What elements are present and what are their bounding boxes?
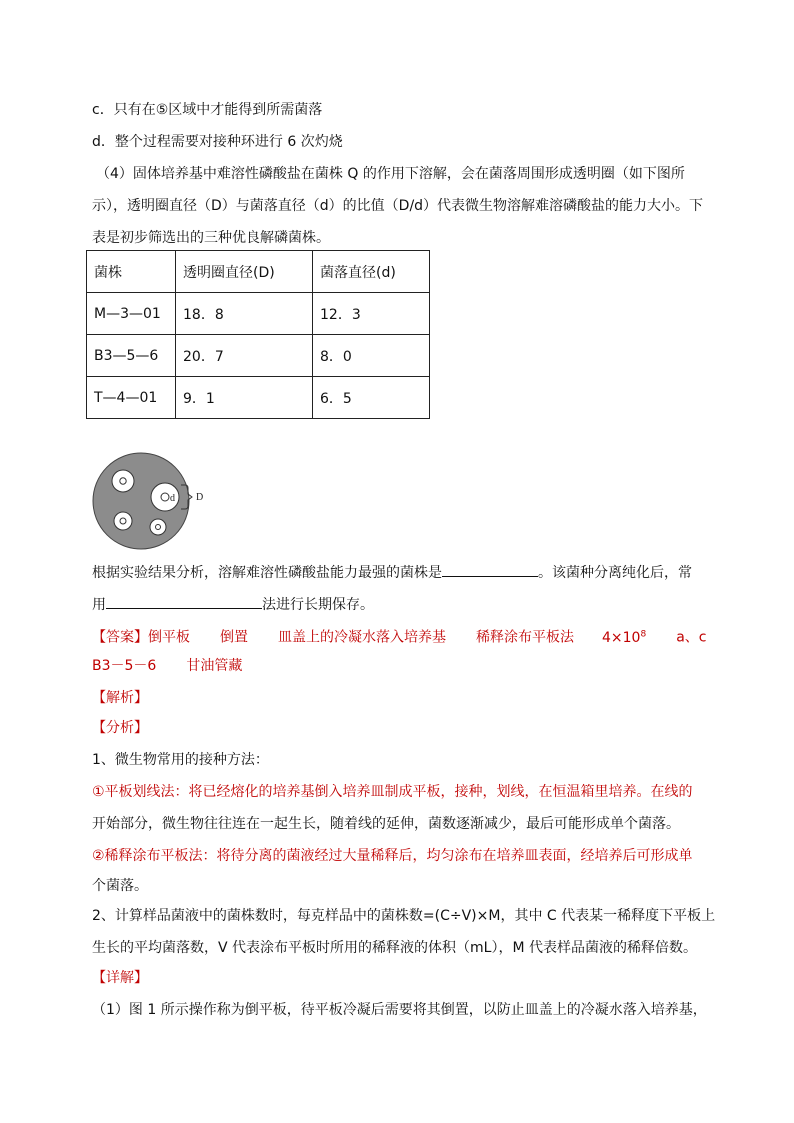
ask-text: 根据实验结果分析，溶解难溶性磷酸盐能力最强的菌株是 [92,565,442,581]
label-d: d [170,493,175,504]
answer-blank [442,562,538,577]
answer-line-1 [92,624,706,648]
table-cell: M—3—01 [87,293,176,335]
colony [120,478,126,484]
answer-item: $4\times 10^8$ [602,629,647,646]
table-cell: B3—5—6 [87,335,176,377]
petri-dish-figure [88,450,228,560]
table-row [87,293,430,335]
ask-text: 用 [92,597,106,613]
table-row [87,377,430,419]
analysis-para-2a: ①平板划线法：将已经熔化的培养基倒入培养皿制成平板，接种，划线，在恒温箱里培养。在线的 [92,784,693,800]
table-header-row [87,251,430,293]
ask-text: 。该菌种分离纯化后，常 [538,565,692,581]
question-ask-line-1 [92,562,692,583]
question-4-line-2: 示），透明圈直径（D）与菌落直径（d）的比值（D/d）代表微生物溶解难溶磷酸盐的能力大小。下 [92,198,704,214]
analysis-para-2b: 开始部分，微生物往往连在一起生长，随着线的延伸，菌数逐渐减少，最后可能形成单个菌落。 [92,816,680,832]
table-cell: 12．3 [313,293,430,335]
ask-text: 法进行长期保存。 [262,597,374,613]
question-4-line-1: （4）固体培养基中难溶性磷酸盐在菌株 Q 的作用下溶解，会在菌落周围形成透明圈（如下图所 [96,166,685,182]
answer-item: a、c [676,629,707,646]
answer-item: 皿盖上的冷凝水落入培养基 [278,629,446,646]
colony [161,493,169,501]
answer-item: B3－5－6 [92,658,157,674]
table-header-cell: 透明圈直径(D) [176,251,313,293]
option-d: d．整个过程需要对接种环进行 6 次灼烧 [92,134,343,150]
analysis-para-1: 1、微生物常用的接种方法： [92,752,269,768]
analysis-para-3a: ②稀释涂布平板法：将待分离的菌液经过大量稀释后，均匀涂布在培养皿表面，经培养后可形成单 [92,848,693,864]
table-row [87,335,430,377]
table-header-cell: 菌落直径(d) [313,251,430,293]
question-4-line-3: 表是初步筛选出的三种优良解磷菌株。 [92,230,330,246]
table-cell: 6．5 [313,377,430,419]
fenxi-heading: 【分析】 [92,720,148,736]
table-cell: 8．0 [313,335,430,377]
analysis-para-4b: 生长的平均菌落数，V 代表涂布平板时所用的稀释液的体积（mL），M 代表样品菌液的稀释倍数。 [92,940,697,956]
answer-item: 甘油管藏 [186,658,243,674]
strain-table [86,250,430,419]
table-cell: 20．7 [176,335,313,377]
xiangjie-heading: 【详解】 [92,970,148,986]
jiexi-heading: 【解析】 [92,690,148,706]
answer-item: 倒置 [220,629,248,646]
table-cell: 18．8 [176,293,313,335]
analysis-para-4a: 2、计算样品菌液中的菌株数时，每克样品中的菌株数=(C÷V)×M，其中 C 代表某一稀释度下平板上 [92,908,716,924]
table-header-cell: 菌株 [87,251,176,293]
answer-tag: 【答案】 [92,629,148,646]
label-D: D [196,492,204,503]
answer-item: 稀释涂布平板法 [476,629,574,646]
analysis-para-3b: 个菌落。 [92,878,148,894]
question-ask-line-2 [92,594,374,615]
answer-item: 倒平板 [148,629,190,646]
table-cell: 9．1 [176,377,313,419]
detail-para-1: （1）图 1 所示操作称为倒平板，待平板冷凝后需要将其倒置，以防止皿盖上的冷凝水落入培养基， [92,1002,707,1018]
colony [156,525,161,530]
answer-blank [106,594,262,609]
colony [120,518,126,524]
table-cell: T—4—01 [87,377,176,419]
answer-line-2 [92,656,242,676]
option-c: c．只有在⑤区域中才能得到所需菌落 [92,102,323,118]
